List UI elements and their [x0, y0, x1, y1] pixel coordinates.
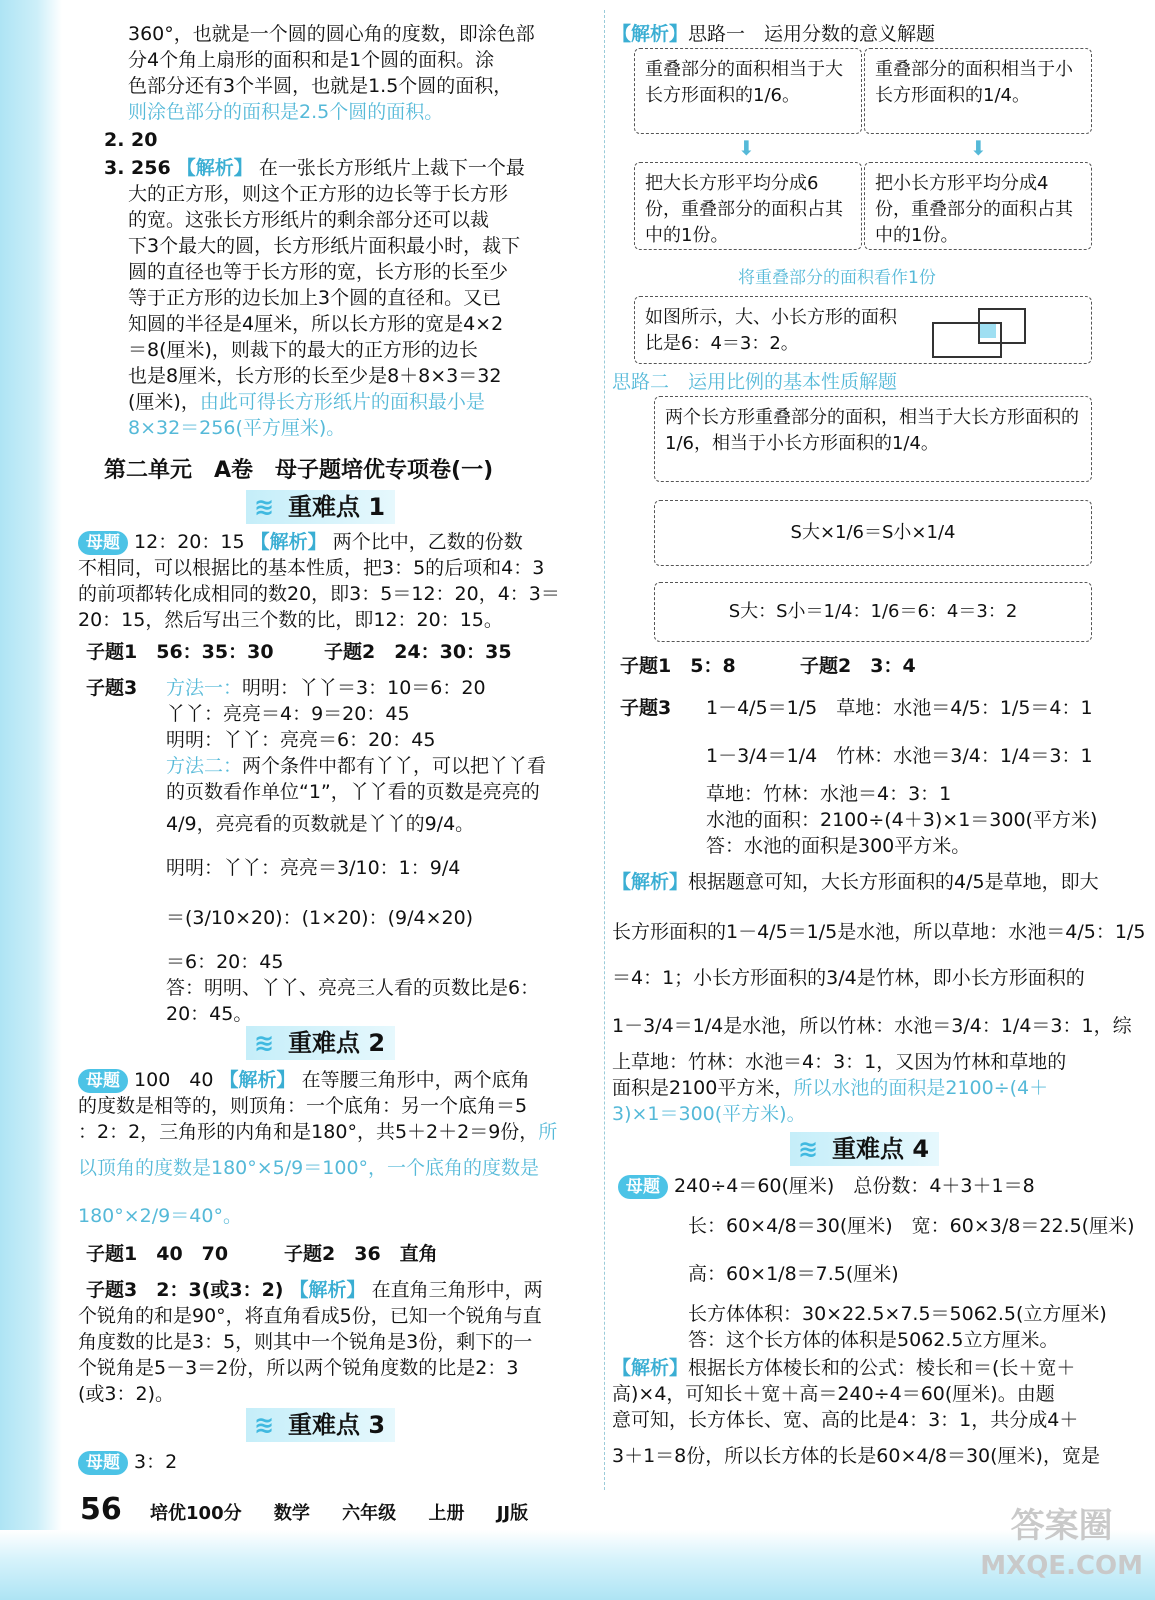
analysis-tag: 【解析】: [250, 531, 327, 553]
mother-badge: 母题: [78, 1069, 128, 1093]
method-label: 方法二：: [166, 755, 243, 777]
text-span: 两个条件中都有丫丫，可以把丫丫看: [242, 755, 547, 777]
wave-icon: ≋: [798, 1135, 819, 1163]
text-line: 色部分还有3个半圆，也就是1.5个圆的面积，: [128, 75, 513, 97]
text-line: 答：水池的面积是300平方米。: [706, 835, 971, 857]
sub-question-3-label: 子题3: [86, 677, 138, 699]
text-line: 180°×2/9＝40°。: [78, 1205, 242, 1227]
text-line: 长方体体积：30×22.5×7.5＝5062.5(立方厘米): [688, 1303, 1107, 1325]
mother-question-3: [78, 1450, 177, 1475]
answer-text: 子题3 2：3(或3：2): [86, 1279, 284, 1301]
text-span: 在等腰三角形中，两个底角: [301, 1069, 530, 1091]
text-line: 的前项都转化成相同的数20，即3：5＝12：20，4：3＝: [78, 583, 560, 605]
term: 上册: [428, 1503, 465, 1524]
text-line: 知圆的半径是4厘米，所以长方形的宽是4×2: [128, 313, 504, 335]
text-line: 3＋1＝8份，所以长方体的长是60×4/8＝30(厘米)，宽是: [612, 1445, 1100, 1467]
section-title: 重难点 4: [832, 1135, 930, 1163]
arrow-down-icon: ⬇: [738, 136, 755, 160]
text-span: 根据长方体棱长和的公式：棱长和＝(长＋宽＋: [688, 1357, 1076, 1379]
text-span: 所以水池的面积是2100÷(4＋: [793, 1077, 1049, 1099]
text-line: 高)×4，可知长＋宽＋高＝240÷4＝60(厘米)。由题: [612, 1383, 1055, 1405]
text-line: 高：60×1/8＝7.5(厘米): [688, 1263, 899, 1285]
formula-box: S大：S小＝1/4：1/6＝6：4＝3：2: [654, 582, 1092, 642]
text-line: 1－4/5＝1/5 草地：水池＝4/5：1/5＝4：1: [706, 697, 1093, 719]
sub-question-2: 子题2 36 直角: [284, 1243, 438, 1265]
sub-question-2: 子题2 3：4: [800, 655, 916, 677]
text-line: 长方形面积的1－4/5＝1/5是水池，所以草地：水池＝4/5：1/5: [612, 921, 1146, 943]
text-line: 等于正方形的边长加上3个圆的直径和。又已: [128, 287, 502, 309]
text-line: ＝8(厘米)，则裁下的最大的正方形的边长: [128, 339, 478, 361]
text-span: 根据题意可知，大长方形面积的4/5是草地，即大: [688, 871, 1099, 893]
analysis-tag: 【解析】: [176, 157, 253, 179]
analysis-tag: 【解析】: [289, 1279, 366, 1301]
idea-title: 思路二 运用比例的基本性质解题: [612, 371, 898, 393]
column-divider: [604, 10, 605, 1490]
text-line: 8×32＝256(平方厘米)。: [128, 417, 346, 439]
text-line: 答：明明、丫丫、亮亮三人看的页数比是6：: [166, 977, 540, 999]
reasoning-box: 如图所示，大、小长方形的面积比是6：4＝3：2。: [634, 296, 1092, 364]
grade: 六年级: [342, 1503, 397, 1524]
text-line: 水池的面积：2100÷(4＋3)×1＝300(平方米): [706, 809, 1098, 831]
idea-one-heading: [612, 22, 935, 46]
text-line: 丫丫：亮亮＝4：9＝20：45: [166, 703, 410, 725]
section-title: 重难点 2: [288, 1029, 386, 1057]
sub-question-2: 子题2 24：30：35: [324, 641, 512, 663]
text-line: 个锐角是5－3＝2份，所以两个锐角度数的比是2：3: [78, 1357, 519, 1379]
text-line: 3)×1＝300(平方米)。: [612, 1103, 806, 1125]
text-line: [78, 1120, 557, 1144]
analysis-tag: 【解析】: [612, 23, 689, 45]
wave-icon: ≋: [254, 493, 275, 521]
text-line: [128, 390, 485, 414]
text-line: 1－3/4＝1/4是水池，所以竹林：水池＝3/4：1/4＝3：1，综: [612, 1015, 1132, 1037]
text-span: 在直角三角形中，两: [371, 1279, 543, 1301]
text-line: 20：15，然后写出三个数的比，即12：20：15。: [78, 609, 503, 631]
answer-number: 3. 256: [104, 157, 171, 179]
text-line: 的宽。这张长方形纸片的剩余部分还可以裁: [128, 209, 490, 231]
wave-icon: ≋: [254, 1029, 275, 1057]
watermark-text: 答案圈: [1010, 1506, 1113, 1546]
section-heading-3: [246, 1408, 395, 1442]
text-line: 则涂色部分的面积是2.5个圆的面积。: [128, 101, 444, 123]
text-line: 的页数看作单位“1”，丫丫看的页数是亮亮的: [166, 781, 540, 803]
text-line: 下3个最大的圆，长方形纸片面积最小时，裁下: [128, 235, 521, 257]
reasoning-box: 重叠部分的面积相当于小长方形面积的1/4。: [864, 48, 1092, 134]
mother-badge: 母题: [78, 1451, 128, 1475]
reasoning-box: 两个长方形重叠部分的面积，相当于大长方形面积的1/6，相当于小长方形面积的1/4。: [654, 396, 1092, 482]
mother-badge: 母题: [78, 531, 128, 555]
analysis-tag: 【解析】: [612, 1357, 689, 1379]
text-line: 答：这个长方体的体积是5062.5立方厘米。: [688, 1329, 1059, 1351]
section-title: 重难点 1: [288, 493, 386, 521]
book-title: 培优100分: [150, 1503, 242, 1524]
sub-question-1: 子题1 56：35：30: [86, 641, 274, 663]
section-title: 重难点 3: [288, 1411, 386, 1439]
text-line: 明明：丫丫：亮亮＝3/10：1：9/4: [166, 857, 461, 879]
reasoning-box: 把大长方形平均分成6份，重叠部分的面积占其中的1份。: [634, 162, 862, 250]
section-heading-2: [246, 1026, 395, 1060]
text-line: 分4个角上扇形的面积和是1个圆的面积。涂: [128, 49, 495, 71]
analysis-paragraph: [612, 870, 1099, 894]
text-line: [612, 1076, 1048, 1100]
analysis-tag: 【解析】: [219, 1069, 296, 1091]
text-line: [166, 676, 486, 700]
answer-text: 3：2: [134, 1451, 178, 1473]
sub-question-3: [86, 1278, 543, 1302]
sub-question-1: 子题1 5：8: [620, 655, 736, 677]
text-line: (或3：2)。: [78, 1383, 175, 1405]
mother-question-1: [78, 530, 523, 555]
text-span: 两个比中，乙数的份数: [332, 531, 523, 553]
text-line: 个锐角的和是90°，将直角看成5份，已知一个锐角与直: [78, 1305, 542, 1327]
reasoning-box: 把小长方形平均分成4份，重叠部分的面积占其中的1份。: [864, 162, 1092, 250]
text-span: 明明：丫丫＝3：10＝6：20: [242, 677, 486, 699]
formula-box: S大×1/6＝S小×1/4: [654, 500, 1092, 566]
text-line: 1－3/4＝1/4 竹林：水池＝3/4：1/4＝3：1: [706, 745, 1093, 767]
edition: JJ版: [496, 1503, 529, 1524]
answer-text: 12：20：15: [134, 531, 245, 553]
text-line: 意可知，长方体长、宽、高的比是4：3：1，共分成4＋: [612, 1409, 1079, 1431]
text-line: [166, 754, 546, 778]
text-span: 240÷4＝60(厘米) 总份数：4＋3＋1＝8: [674, 1175, 1035, 1197]
analysis-tag: 【解析】: [612, 871, 689, 893]
text-line: 不相同，可以根据比的基本性质，把3：5的后项和4：3: [78, 557, 545, 579]
text-span: ：2：2，三角形的内角和是180°，共5＋2＋2＝9份，: [78, 1121, 539, 1143]
section-heading-1: [246, 490, 395, 524]
text-line: 20：45。: [166, 1003, 253, 1025]
text-line: ＝4：1；小长方形面积的3/4是竹林，即小长方形面积的: [612, 967, 1085, 989]
section-heading-4: [790, 1132, 939, 1166]
watermark-logo: [980, 1506, 1143, 1586]
answer-2: 2. 20: [104, 129, 158, 151]
analysis-paragraph: [612, 1356, 1075, 1380]
reasoning-box: 重叠部分的面积相当于大长方形面积的1/6。: [634, 48, 862, 134]
text-line: 大的正方形，则这个正方形的边长等于长方形: [128, 183, 509, 205]
text-span: (厘米)，: [128, 391, 200, 413]
text-line: 也是8厘米，长方形的长至少是8＋8×3＝32: [128, 365, 502, 387]
connector-note: 将重叠部分的面积看作1份: [738, 268, 936, 288]
text-span: 所: [538, 1121, 558, 1143]
text-line: ＝6：20：45: [166, 951, 284, 973]
sub-question-3-label: 子题3: [620, 697, 672, 719]
page-footer: [80, 1492, 554, 1527]
answer-3: [104, 156, 525, 180]
text-line: 360°，也就是一个圆的圆心角的度数，即涂色部: [128, 23, 535, 45]
idea-title: 思路一 运用分数的意义解题: [688, 23, 936, 45]
mother-question-2: [78, 1068, 530, 1093]
text-line: 上草地：竹林：水池＝4：3：1，又因为竹林和草地的: [612, 1051, 1067, 1073]
method-label: 方法一：: [166, 677, 243, 699]
text-line: 圆的直径也等于长方形的宽，长方形的长至少: [128, 261, 509, 283]
text-line: 长：60×4/8＝30(厘米) 宽：60×3/8＝22.5(厘米): [688, 1215, 1135, 1237]
text-line: 以顶角的度数是180°×5/9＝100°，一个底角的度数是: [78, 1157, 540, 1179]
watermark-url: MXQE.COM: [980, 1551, 1143, 1581]
text-span: 在一张长方形纸片上裁下一个最: [258, 157, 525, 179]
text-line: ＝(3/10×20)：(1×20)：(9/4×20): [166, 907, 474, 929]
text-line: 角度数的比是3：5，则其中一个锐角是3份，剩下的一: [78, 1331, 533, 1353]
unit-title: 第二单元 A卷 母子题培优专项卷(一): [104, 458, 494, 483]
sub-question-1: 子题1 40 70: [86, 1243, 229, 1265]
text-line: 的度数是相等的，则顶角：一个底角：另一个底角＝5: [78, 1095, 528, 1117]
overlap-area: [980, 324, 996, 338]
idea-two-heading: [612, 370, 897, 394]
page-number: 56: [80, 1492, 122, 1527]
mother-badge: 母题: [618, 1175, 668, 1199]
mother-question-4: [618, 1174, 1035, 1199]
text-line: 4/9，亮亮看的页数就是丫丫的9/4。: [166, 813, 475, 835]
text-line: 明明：丫丫：亮亮＝6：20：45: [166, 729, 436, 751]
arrow-down-icon: ⬇: [970, 136, 987, 160]
subject: 数学: [273, 1503, 310, 1524]
text-span: 面积是2100平方米，: [612, 1077, 794, 1099]
answer-text: 100 40: [134, 1069, 214, 1091]
left-wave-border: [0, 0, 62, 1600]
text-span: 由此可得长方形纸片的面积最小是: [199, 391, 485, 413]
wave-icon: ≋: [254, 1411, 275, 1439]
text-line: 草地：竹林：水池＝4：3：1: [706, 783, 952, 805]
